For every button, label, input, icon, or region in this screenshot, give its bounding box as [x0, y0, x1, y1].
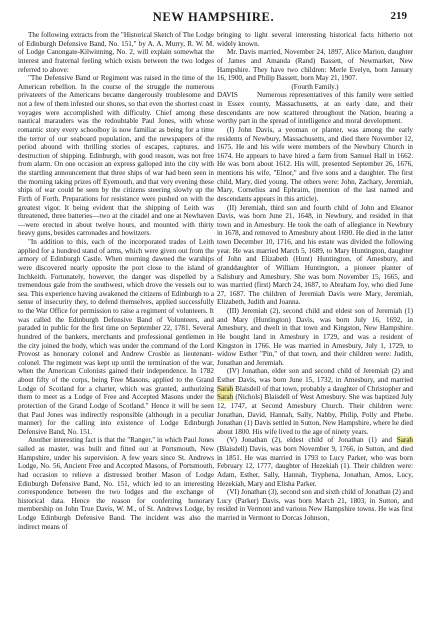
paragraph: The following extracts from the "Historical Sketch of The Lodge of Edinburgh Defensive Band, No. 151," by A. A. Murry, R. W. M. of Lodge Canongate-Kilwinning, No. 2, will explain somewhat the interest and fraternal feeling which exists between the two lodges referred to above: — [18, 31, 214, 74]
text-run: (Nichols) Blaisdell of West Amesbury. She was baptized July 12, 1747, at Second Amesbury Church. Their children were: Jonathan, David, Hannah, Sally, Nabby, Philip, Polly and Phebe. Jonathan (1) Davis settled in Sutton, New Hampshire, where he died about 1800. His wife lived to the age of ninety years. — [217, 393, 413, 436]
highlighted-name: Sarah — [217, 393, 234, 402]
highlighted-name: Sarah — [217, 384, 234, 393]
paragraph: (III) Jeremiah (2), second child and eldest son of Jeremiah (1) and Mary (Huntington) Davis, was born July 16, 1692, in Amesbury, and dwelt in that town and Kingston, New Hampshire. He bought land in Amesbury in 1729, and was a resident of Kingston in 1766. He was married in Amesbury, July 1, 1729, to widow Esther "Pin," of that town, and their children were: Judith, Jonathan and Jeremiah. — [217, 307, 413, 367]
text-run: Blaisdell of that town, probably a daughter of Christopher and — [233, 384, 413, 393]
text-run: (V) Jonathan (2), eldest child of Jonathan (1) and — [227, 436, 397, 445]
family-name: DAVIS — [217, 91, 238, 100]
paragraph: (VI) Jonathan (3), second son and sixth child of Jonathan (2) and Lucy (Parker) Davis, was born March 21, 1803, in Sutton, and resided in Vermont and various New Hampshire towns. He was first married in Vermont to Dorcas Johnson, — [217, 488, 413, 522]
text-run: (IV) Jonathan, elder son and second child of Jeremiah (2) and Esther Davis, was born June 15, 1732, in Amesbury, and married — [217, 367, 413, 384]
paragraph: Mr. Davis married, November 24, 1897, Alice Marion, daughter of James and Amanda (Rand) Bassett, of Newmarket, New Hampshire. They have two children: Merle Evelyn, born January 16, 1900, and Philip Bassett, born May 21, 1907. — [217, 48, 413, 83]
paragraph — [217, 367, 413, 436]
family-intro: Numerous representatives of this family were settled in Essex county, Massachusetts, at an early date, and their descendants are now scattered throughout the Nation, bearing a worthy part in the spread of intelligence and moral development. — [217, 91, 413, 126]
paragraph: (I) John Davis, a yeoman or planter, was among the early residents of Newbury, Massachusetts, and died there November 12, 1675. He and his wife were members of the Newbury Church in 1674. He appears to have hired a farm from Samuel Hall in 1662. He was born about 1612. His will, presented September 26, 1676, mentions his wife, "Elnor," and five sons and a daughter. The first child, Mary, died young. The others were: John, Zachary, Jeremiah, Mary, Cornelius and Ephraim, (mention of the last named and descendants appears in this article). — [217, 125, 413, 203]
right-column — [217, 31, 413, 523]
paragraph: Another interesting fact is that the "Ranger," in which Paul Jones sailed as master, was built and fitted out at Portsmouth, New Hampshire, under his supervision. A few years since St. Andrews Lodge, No. 56, Ancient Free and Accepted Masons, of Portsmouth, had occasion to relieve a distressed brother Mason of Lodge Edinburgh Defensive Band, No. 151, which led to an interesting correspondence between the two lodges and the exchange of historical data. Hence the reason for conferring honorary membership on John True Davis, W. M., of St. Andrews Lodge, by Lodge Edinburgh Defensive Band. The incident was also the indirect means of — [18, 436, 214, 531]
text-run: (Blaisdell) Davis, was born November 9, 1766, in Sutton, and died in 1851. He was married in 1793 to Lucy Parker, who was born February 12, 1777, daughter of Hezekiah (1). Their children were: Adam, Esther, Sally, Hannah, Tryphena, Jonathan, Amos, Lucy, Hezekiah, Mary and Elisha Parker. — [217, 445, 413, 488]
paragraph: (II) Jeremiah, third son and fourth child of John and Eleanor Davis, was born June 21, 1648, in Newbury, and resided in that town and in Amesbury. He took the oath of allegiance in Newbury in 1678, and removed to Amesbury about 1690. He died in the latter town December 10, 1716, and his estate was divided the following year. He was married March 5, 1689, to Mary Huntington, daughter of John and Elizabeth (Hunt) Huntington, of Amesbury, and granddaughter of William Huntington, a pioneer planter of Salisbury and Amesbury. She was born November 15, 1665, and was married (first) March 24, 1687, to Abraham Joy, who died June 27, 1687. The children of Jeremiah Davis were Mary, Jeremiah, Elizabeth, Judith and Joanna. — [217, 203, 413, 307]
family-heading — [217, 91, 413, 126]
paragraph — [217, 436, 413, 488]
left-column — [18, 31, 214, 531]
running-title: NEW HAMPSHIRE. — [152, 10, 275, 24]
paragraph: "The Defensive Band or Regiment was raised in the time of the American rebellion. In the course of the struggle the numerous privateers of the Americans became dangerously troublesome and not a few of them infested our shores, so that even the shortest coast voyages were accomplished with difficulty. Chief among these nautical marauders was the redoubtable Paul Jones, with whose romantic story every schoolboy is now familiar as being for a time the terror of our seaboard population, and the newspapers of the period abound with thrilling stories of escapes, captures, and destruction of shipping. Edinburgh, with good reason, was not free from alarm. On one occasion an express galloped into the city with the startling announcement that three ships of war had been seen in the morning taking prizes off Eyemouth, and that very evening these ships of war could be seen by the citizens steering slowly up the Firth of Forth. Preparations for resistance were pushed on with the greatest vigor. It being evident that the shipping of Leith was threatened, three batteries—two at the citadel and one at Newhaven—were erected in about twelve hours, and mounted with thirty heavy guns, besides carronades and howitzers. — [18, 74, 214, 238]
page-header — [0, 10, 427, 26]
paragraph: "In addition to this, each of the incorporated trades of Leith applied for a hundred stand of arms, which were given out from the armory of Edinburgh Castle. When morning dawned the warships were discovered nearly opposite the port close to the island of Inchkeith. Fortunately, however, the danger was dispelled by a tremendous gale from the southwest, which drove the vessels out to sea. This experience having awakened the citizens of Edinburgh to a sense of insecurity they, to defend themselves, applied successfully to the War Office for permission to raise a regiment of volunteers. It was called the Edinburgh Defensive Band of Volunteers, and paraded in public for the first time on September 22, 1781. Several hundred of the bankers, merchants and professional gentlemen in the city joined the body, which was under the command of the Lord Provost as honorary colonel and Andrew Crosbie as lieutenant-colonel. The regiment was kept up until the termination of the war, when the American Colonists gained their independence. In 1782 about fifty of the corps, being Free Masons, applied to the Grand Lodge of Scotland for a charter, which was granted, authorizing them to meet as a Lodge of Free and Accepted Masons under the protection of the Grand Lodge of Scotland." Hence it will be seen that Paul Jones was indirectly responsible (although in a peculiar manner) for the calling into existence of Lodge Edinburgh Defensive Band, No. 151. — [18, 238, 214, 436]
paragraph: bringing to light several interesting historical facts hitherto not widely known. — [217, 31, 413, 48]
page-number: 219 — [390, 10, 407, 22]
generation-note: (Fourth Family.) — [291, 82, 339, 91]
highlighted-name: Sarah — [396, 436, 413, 445]
